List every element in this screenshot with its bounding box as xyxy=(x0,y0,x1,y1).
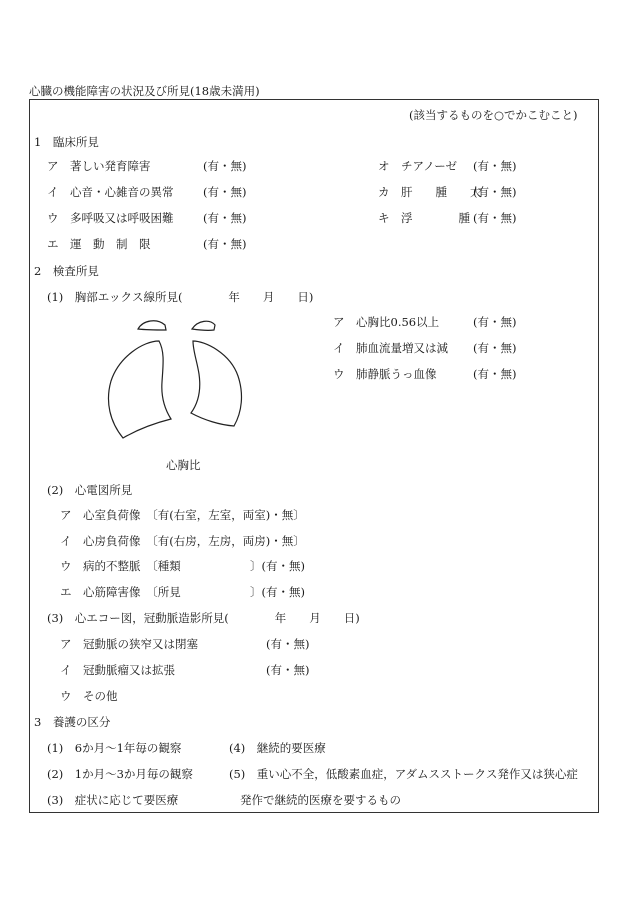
care-class-5-cont: 発作で継続的医療を要するもの xyxy=(240,793,401,807)
care-class-5[interactable]: (5) 重い心不全，低酸素血症，アダムスストークス発作又は狭心症 xyxy=(229,767,578,781)
instruction-text: (該当するものを○でかこむこと) xyxy=(409,108,578,122)
yesno-dyspnea[interactable]: (有・無) xyxy=(203,211,247,225)
finding-hepatomegaly: カ 肝 腫 大 xyxy=(378,185,482,199)
yesno-growth[interactable]: (有・無) xyxy=(203,159,247,173)
yesno-xray-pulmonary-flow[interactable]: (有・無) xyxy=(473,341,517,355)
echo-other: ウ その他 xyxy=(60,689,118,703)
yesno-ecg-arrhythmia[interactable]: 〕(有・無) xyxy=(250,559,305,573)
yesno-cyanosis[interactable]: (有・無) xyxy=(473,159,517,173)
yesno-exercise-limit[interactable]: (有・無) xyxy=(203,237,247,251)
yesno-hepatomegaly[interactable]: (有・無) xyxy=(473,185,517,199)
form-frame xyxy=(29,99,599,813)
finding-edema: キ 浮 腫 xyxy=(378,211,470,225)
chest-outline-diagram xyxy=(105,314,245,444)
finding-heart-sound: イ 心音・心雑音の異常 xyxy=(47,185,174,199)
finding-dyspnea: ウ 多呼吸又は呼吸困難 xyxy=(47,211,174,225)
xray-pulmonary-flow: イ 肺血流量増又は減 xyxy=(333,341,448,355)
finding-growth: ア 著しい発育障害 xyxy=(47,159,151,173)
yesno-edema[interactable]: (有・無) xyxy=(473,211,517,225)
echo-stenosis: ア 冠動脈の狭窄又は閉塞 xyxy=(60,637,198,651)
yesno-xray-ctr[interactable]: (有・無) xyxy=(473,315,517,329)
yesno-ecg-myocardial-damage[interactable]: 〕(有・無) xyxy=(250,585,305,599)
echo-aneurysm: イ 冠動脈瘤又は拡張 xyxy=(60,663,175,677)
section-1-heading: 1 臨床所見 xyxy=(34,135,99,149)
section-3-heading: 3 養護の区分 xyxy=(34,715,111,729)
ecg-atrial-load[interactable]: イ 心房負荷像 〔有(右房，左房，両房)・無〕 xyxy=(60,534,305,548)
finding-exercise-limit: エ 運 動 制 限 xyxy=(47,237,151,251)
yesno-echo-stenosis[interactable]: (有・無) xyxy=(266,637,310,651)
xray-ctr: ア 心胸比0.56以上 xyxy=(333,315,440,329)
ecg-arrhythmia: ウ 病的不整脈 〔種類 xyxy=(60,559,181,573)
ecg-myocardial-damage: エ 心筋障害像 〔所見 xyxy=(60,585,181,599)
form-title: 心臓の機能障害の状況及び所見(18歳未満用) xyxy=(29,84,260,98)
care-class-1[interactable]: (1) 6か月～1年毎の観察 xyxy=(47,741,182,755)
echo-heading: (3) 心エコー図，冠動脈造影所見( 年 月 日) xyxy=(47,611,360,625)
yesno-echo-aneurysm[interactable]: (有・無) xyxy=(266,663,310,677)
ecg-ventricular-load[interactable]: ア 心室負荷像 〔有(右室，左室，両室)・無〕 xyxy=(60,508,305,522)
yesno-heart-sound[interactable]: (有・無) xyxy=(203,185,247,199)
section-2-heading: 2 検査所見 xyxy=(34,264,99,278)
care-class-4[interactable]: (4) 継続的要医療 xyxy=(229,741,326,755)
care-class-2[interactable]: (2) 1か月～3か月毎の観察 xyxy=(47,767,193,781)
ctr-label: 心胸比 xyxy=(166,458,201,472)
finding-cyanosis: オ チアノーゼ xyxy=(378,159,458,173)
yesno-xray-venous-congestion[interactable]: (有・無) xyxy=(473,367,517,381)
xray-heading: (1) 胸部エックス線所見( 年 月 日) xyxy=(47,290,314,304)
ecg-heading: (2) 心電図所見 xyxy=(47,483,133,497)
xray-venous-congestion: ウ 肺静脈うっ血像 xyxy=(333,367,437,381)
care-class-3[interactable]: (3) 症状に応じて要医療 xyxy=(47,793,179,807)
